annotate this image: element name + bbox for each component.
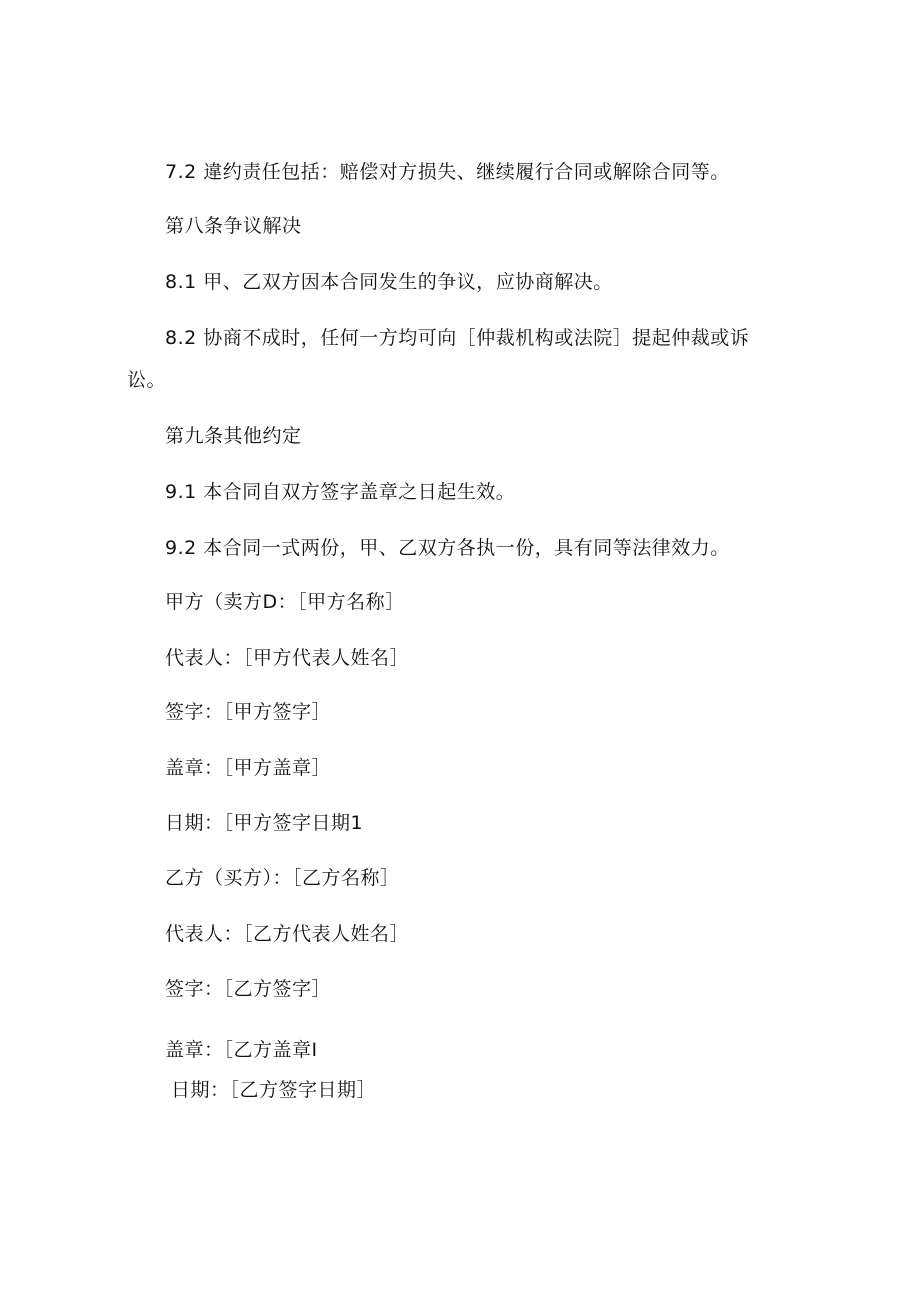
party-a-signature: 签字：［甲方签字］	[165, 701, 332, 723]
party-b-representative: 代表人：［乙方代表人姓名］	[165, 923, 410, 945]
clause-9-2: 9.2 本合同一式两份，甲、乙双方各执一份，具有同等法律效力。	[165, 537, 730, 559]
party-b-name: 乙方（买方）：［乙方名称］	[165, 867, 400, 889]
clause-9-1: 9.1 本合同自双方签字盖章之日起生效。	[165, 481, 516, 503]
article-8-heading: 第八条争议解决	[165, 215, 302, 237]
party-b-seal: 盖章：［乙方盖章I	[165, 1039, 318, 1061]
party-a-representative: 代表人：［甲方代表人姓名］	[165, 647, 410, 669]
clause-7-2: 7.2 違约责任包括：赔偿对方损失、继续履行合同或解除合同等。	[165, 161, 730, 183]
party-a-name: 甲方（卖方D：［甲方名称］	[165, 591, 405, 613]
clause-8-1: 8.1 甲、乙双方因本合同发生的争议，应协商解决。	[165, 271, 613, 293]
article-9-heading: 第九条其他约定	[165, 425, 302, 447]
party-a-date: 日期：［甲方签字日期1	[165, 812, 364, 834]
clause-8-2: 8.2 协商不成时，任何一方均可向［仲裁机构或法院］提起仲裁或诉	[165, 327, 750, 349]
party-b-date: 日期：［乙方签字日期］	[171, 1079, 377, 1101]
party-a-seal: 盖章：［甲方盖章］	[165, 757, 332, 779]
party-b-signature: 签字：［乙方签字］	[165, 978, 332, 1000]
clause-8-2-continuation: 讼。	[127, 369, 167, 391]
